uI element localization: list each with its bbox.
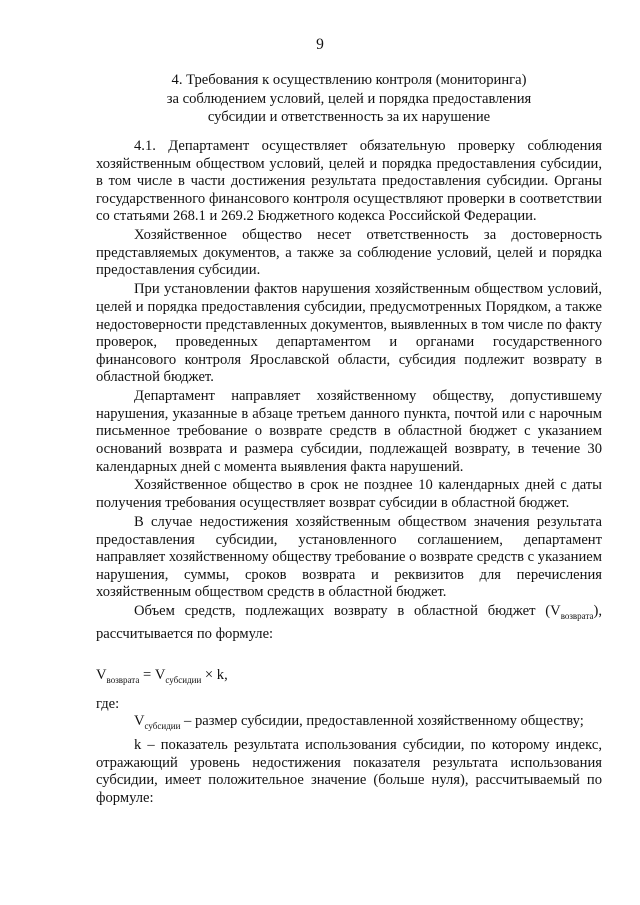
paragraph-4-1: 4.1. Департамент осуществляет обязательную проверку соблюдения хозяйственным обществом условий, целей и порядка предоставления субсидии, в том числе в части достижения результата предоставления субсидии. Органы государственного финансового контроля осуществляют проверки в соответствии со статьями 268.1 и 269.2 Бюджетного кодекса Российской Федерации. bbox=[96, 138, 602, 225]
return-formula bbox=[96, 667, 602, 690]
paragraph-return-deadline: Хозяйственное общество в срок не позднее 10 календарных дней с даты получения требования осуществляет возврат субсидии в областной бюджет. bbox=[96, 477, 602, 512]
section-heading bbox=[96, 71, 602, 127]
formula-v: V bbox=[96, 667, 107, 684]
heading-line-2: за соблюдением условий, целей и порядка предоставления bbox=[166, 90, 532, 107]
formula-sub-return: возврата bbox=[106, 675, 140, 686]
where-label: где: bbox=[96, 695, 120, 712]
definition-k: k – показатель результата использования субсидии, по которому индекс, отражающий уровень недостижения показателя результата использования субсидии, имеет положительное значение (больше нуля), рассчитываемый по формуле: bbox=[96, 737, 602, 806]
paragraph-requirement-notice: Департамент направляет хозяйственному обществу, допустившему нарушения, указанные в абзаце третьем данного пункта, почтой или с нарочным письменное требование о возврате средств в областной бюджет с указанием оснований возврата и размера субсидии, подлежащей возврату, в течение 30 календарных дней с момента выявления факта нарушений. bbox=[96, 388, 602, 475]
paragraph-non-achievement: В случае недостижения хозяйственным обществом значения результата предоставления субсидии, установленного соглашением, департамент направляет хозяйственному обществу требование о возврате средств с указанием нарушения, суммы, сроков возврата и реквизитов для перечисления хозяйственным обществом средств в областной бюджет. bbox=[96, 513, 602, 601]
document-body bbox=[96, 138, 602, 809]
return-volume-start: Объем средств, подлежащих возврату в областной бюджет (V bbox=[134, 603, 561, 620]
return-volume-subscript: возврата bbox=[560, 611, 594, 622]
formula-sub-subsidy: субсидии bbox=[165, 675, 202, 686]
def-v: V bbox=[134, 713, 145, 730]
paragraph-return-volume bbox=[96, 603, 602, 643]
page-number: 9 bbox=[316, 36, 324, 53]
def-v-subscript: субсидии bbox=[144, 721, 181, 732]
paragraph-violations: При установлении фактов нарушения хозяйственным обществом условий, целей и порядка предоставления субсидии, предусмотренных Порядком, а также недостоверности представленных документов, выявленных в том числе по факту проверок, проведенных департаментом и органами государственного финансового контроля Ярославской области, субсидия подлежит возврату в областной бюджет. bbox=[96, 281, 602, 386]
formula-tail: × k, bbox=[201, 667, 228, 684]
heading-line-1: 4. Требования к осуществлению контроля (мониторинга) bbox=[171, 72, 527, 88]
paragraph-responsibility: Хозяйственное общество несет ответственность за достоверность представляемых документов, а также за соблюдение условий, целей и порядка предоставления субсидии. bbox=[96, 227, 602, 279]
definition-v-subsidy bbox=[96, 713, 602, 736]
formula-eq: = V bbox=[139, 667, 166, 684]
def-v-text: – размер субсидии, предоставленной хозяйственному обществу; bbox=[180, 713, 584, 730]
return-volume-end: ), рассчитывается по формуле: bbox=[96, 603, 602, 642]
heading-line-3: субсидии и ответственность за их нарушение bbox=[207, 109, 491, 126]
